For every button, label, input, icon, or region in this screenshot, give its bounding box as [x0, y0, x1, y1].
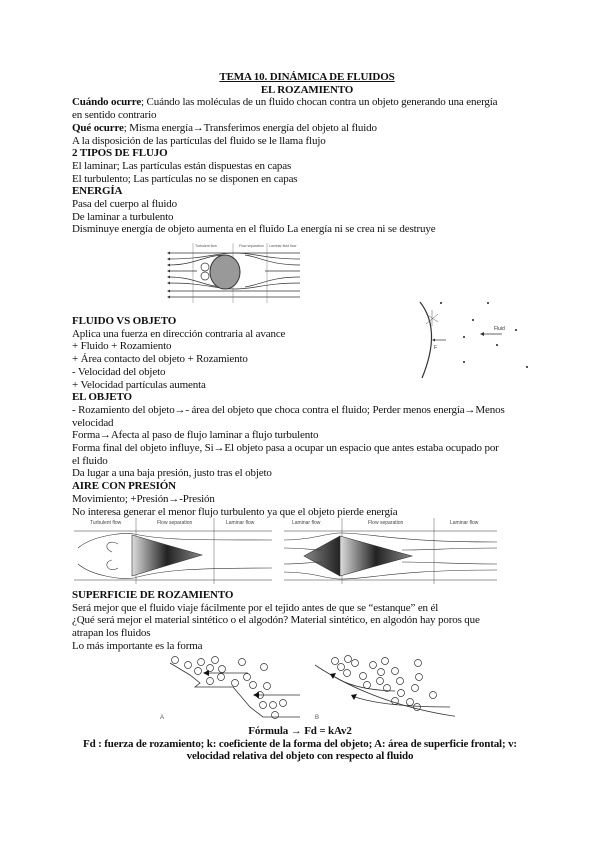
aire-heading: AIRE CON PRESIÓN — [72, 480, 176, 493]
superficie-heading: SUPERFICIE DE ROZAMIENTO — [72, 589, 234, 601]
section-superficie — [72, 589, 542, 653]
objeto-line: - Rozamiento del objeto→- área del objeto que choca contra el fluido; Perder menos energía→Menos — [72, 403, 505, 416]
fluido-line: + Velocidad partículas aumenta — [72, 378, 206, 391]
fig4-label-b: B — [315, 715, 320, 721]
superficie-line: Lo más importante es la forma — [72, 639, 203, 652]
energia-line: Pasa del cuerpo al fluido — [72, 198, 177, 211]
superficie-line: Será mejor que el fluido viaje fácilmente por el tejido antes de que se “estanque” en él — [72, 601, 439, 614]
energia-line: De laminar a turbulento — [72, 210, 174, 223]
page-subtitle: EL ROZAMIENTO — [260, 83, 354, 96]
objeto-line: el fluido — [72, 454, 108, 467]
tipos-heading: 2 TIPOS DE FLUJO — [72, 147, 168, 160]
fluido-line: - Velocidad del objeto — [72, 365, 166, 378]
objeto-line: Da lugar a una baja presión, justo tras el objeto — [72, 467, 272, 480]
surface-shape-figure — [155, 655, 455, 725]
cuando-label: Cuándo ocurre — [72, 96, 142, 109]
fluido-line: Aplica una fuerza en dirección contraria al avance — [72, 327, 286, 340]
section-fluido-objeto — [72, 315, 542, 518]
que-text: ; Misma energía→Transferimos energía del objeto al fluido — [123, 121, 377, 134]
energia-line: Disminuye energía de objeto aumenta en el fluido La energía ni se crea ni se destruye — [72, 223, 436, 236]
aire-line: Movimiento; +Presión→-Presión — [72, 492, 215, 505]
objeto-line: Forma→Afecta al paso de flujo laminar a flujo turbulento — [72, 429, 319, 442]
objeto-heading: EL OBJETO — [72, 391, 132, 404]
fluido-line: + Área contacto del objeto + Rozamiento — [72, 353, 248, 366]
fig3-left-label: Turbulent flow — [90, 520, 122, 526]
flow-separation-figure — [72, 518, 502, 584]
superficie-line: ¿Qué será mejor el material sintético o el algodón? Material sintético, en algodón hay poros que — [72, 614, 480, 627]
objeto-line: velocidad — [72, 416, 114, 429]
fig3-right-label: Laminar flow — [450, 520, 479, 526]
fluido-line: + Fluido + Rozamiento — [72, 340, 172, 353]
fig1-label: Laminar fluid flow — [269, 244, 297, 248]
fluid-label: Fluid — [494, 326, 505, 332]
que-label: Qué ocurre — [72, 121, 124, 134]
formula-legend: velocidad relativa del objeto con respecto al fluido — [186, 750, 414, 763]
energia-heading: ENERGÍA — [72, 185, 123, 198]
force-label: F — [434, 345, 438, 351]
formula-legend: Fd : fuerza de rozamiento; k: coeficiente de la forma del objeto; A: área de superficie frontal; v: — [83, 737, 517, 750]
fig3-left-label: Laminar flow — [226, 520, 255, 526]
section-intro — [72, 71, 542, 236]
tipo-turbulento: El turbulento; Las partículas no se disponen en capas — [72, 172, 298, 185]
flow-around-object-figure — [165, 243, 305, 303]
section-formula — [40, 725, 560, 763]
fig4-label-a: A — [160, 715, 165, 721]
fig1-label: Flow separation — [239, 244, 264, 248]
fig3-right-label: Flow separation — [368, 520, 404, 526]
page-title: TEMA 10. DINÁMICA DE FLUIDOS — [219, 71, 395, 83]
aire-line: No interesa generar el menor flujo turbulento ya que el objeto pierde energía — [72, 505, 398, 518]
tipo-laminar: El laminar; Las partículas están dispuestas en capas — [72, 159, 292, 172]
fig3-left-label: Flow separation — [157, 520, 193, 526]
cuando-text-cont: en sentido contrario — [72, 109, 157, 122]
fig3-right-label: Laminar flow — [292, 520, 321, 526]
cuando-text: ; Cuándo las moléculas de un fluido chocan contra un objeto generando una energía — [141, 96, 498, 109]
flujo-def: A la disposición de las partículas del fluido se le llama flujo — [72, 134, 326, 147]
superficie-line: atrapan los fluidos — [72, 627, 151, 640]
fig1-label: Turbulent flow — [195, 244, 217, 248]
formula-line: Fórmula → Fd = kAv2 — [248, 725, 352, 737]
objeto-line: Forma final del objeto influye, Si→El objeto pasa a ocupar un espacio que antes estaba ocupado por — [72, 442, 499, 455]
fluido-heading: FLUIDO VS OBJETO — [72, 315, 177, 327]
